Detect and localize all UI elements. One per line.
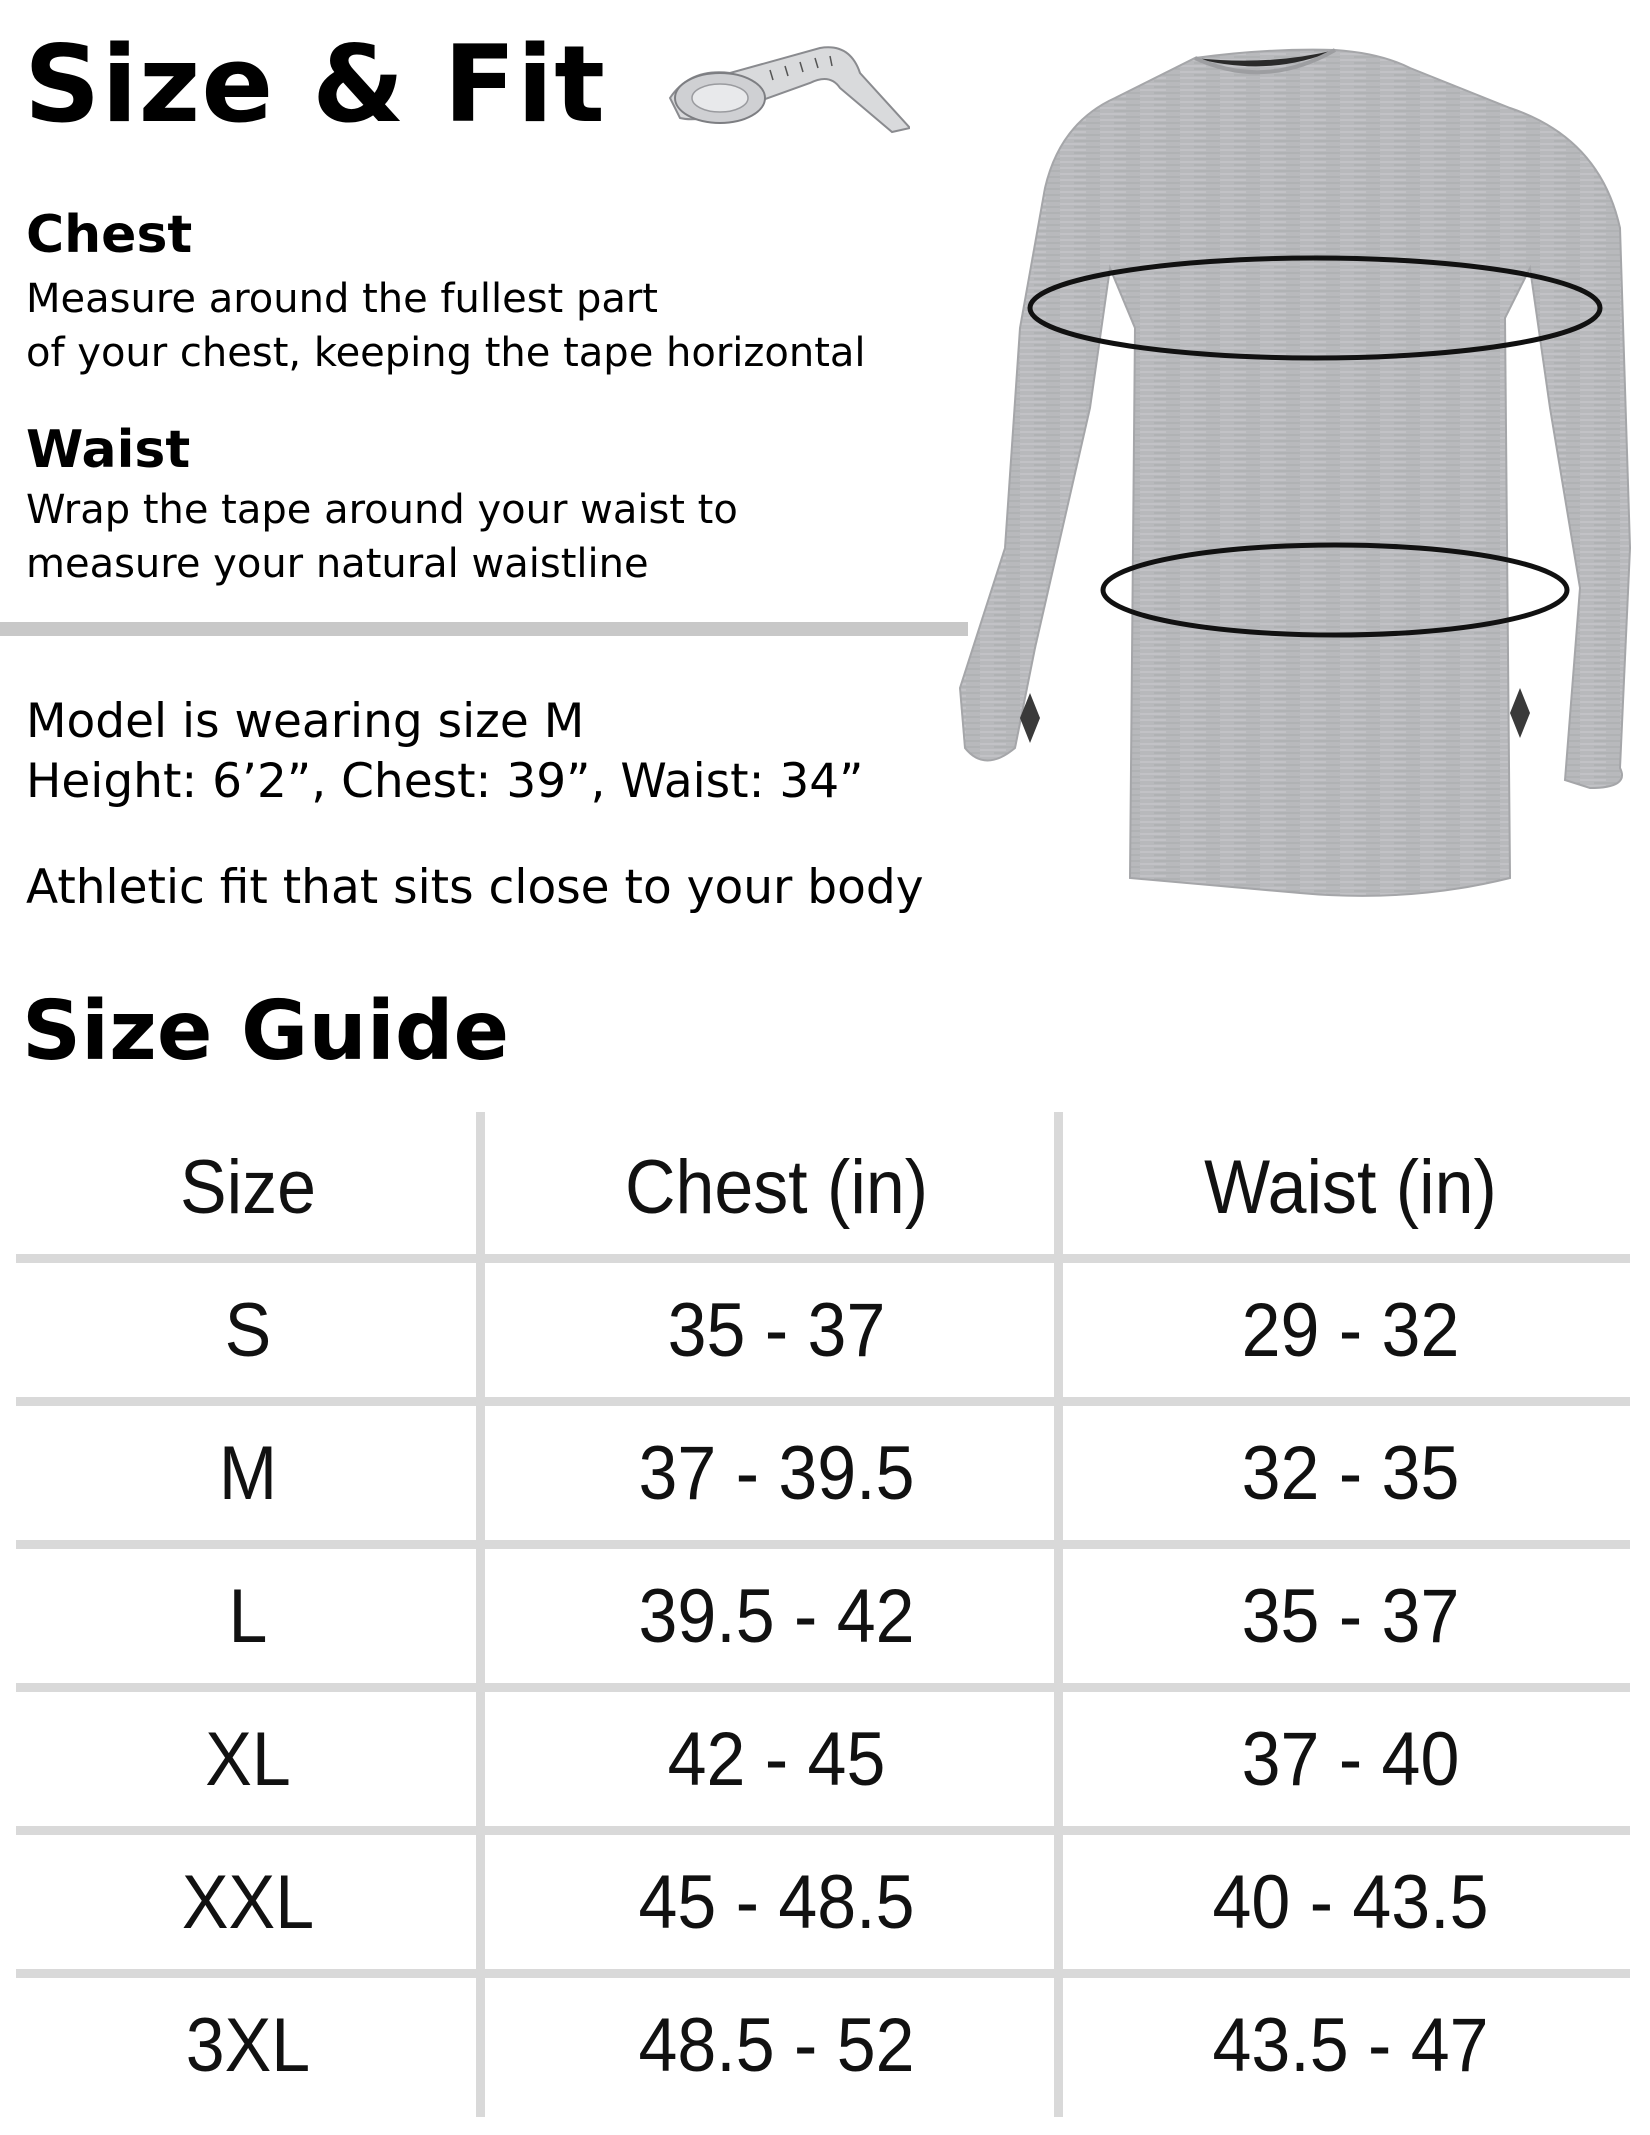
chest-cell: 45 - 48.5 <box>638 1860 915 1945</box>
model-measurements-text: Height: 6’2”, Chest: 39”, Waist: 34” <box>26 754 864 809</box>
waist-cell: 35 - 37 <box>1241 1574 1460 1659</box>
chest-cell: 35 - 37 <box>667 1288 886 1373</box>
section-divider <box>0 622 968 636</box>
table-row-divider <box>16 1540 1630 1549</box>
table-row-divider <box>16 1397 1630 1406</box>
chest-instruction-line2: of your chest, keeping the tape horizontal <box>26 330 866 376</box>
column-header-waist: Waist (in) <box>1204 1145 1497 1230</box>
chest-cell: 39.5 - 42 <box>638 1574 915 1659</box>
page-title: Size & Fit <box>24 23 606 146</box>
waist-cell: 29 - 32 <box>1241 1288 1460 1373</box>
table-row <box>16 1835 1630 1970</box>
chest-cell: 48.5 - 52 <box>638 2003 915 2088</box>
waist-cell: 32 - 35 <box>1241 1431 1460 1516</box>
size-cell: M <box>218 1431 278 1516</box>
waist-cell: 40 - 43.5 <box>1212 1860 1489 1945</box>
table-row-divider <box>16 1826 1630 1835</box>
model-size-text: Model is wearing size M <box>26 694 585 749</box>
size-cell: L <box>228 1574 268 1659</box>
waist-cell: 43.5 - 47 <box>1212 2003 1489 2088</box>
chest-cell: 42 - 45 <box>667 1717 886 1802</box>
table-row <box>16 1406 1630 1541</box>
size-cell: XXL <box>181 1860 315 1945</box>
size-cell: 3XL <box>185 2003 311 2088</box>
chest-heading: Chest <box>26 205 193 265</box>
waist-instruction-line2: measure your natural waistline <box>26 541 649 587</box>
table-row-divider <box>16 1254 1630 1263</box>
column-header-size: Size <box>179 1145 317 1230</box>
table-row <box>16 1692 1630 1827</box>
waist-cell: 37 - 40 <box>1241 1717 1460 1802</box>
table-header-row <box>16 1120 1630 1255</box>
size-cell: XL <box>205 1717 291 1802</box>
table-row-divider <box>16 1969 1630 1978</box>
chest-cell: 37 - 39.5 <box>638 1431 915 1516</box>
chest-instruction-line1: Measure around the fullest part <box>26 276 658 322</box>
size-cell: S <box>224 1288 272 1373</box>
column-header-chest: Chest (in) <box>624 1145 929 1230</box>
table-row <box>16 1549 1630 1684</box>
fit-note: Athletic fit that sits close to your body <box>26 860 924 915</box>
measuring-tape-icon <box>660 28 910 138</box>
shirt-illustration <box>940 28 1650 898</box>
table-row-divider <box>16 1683 1630 1692</box>
waist-heading: Waist <box>26 420 191 480</box>
waist-instruction-line1: Wrap the tape around your waist to <box>26 487 738 533</box>
size-guide-title: Size Guide <box>22 984 510 1079</box>
table-row <box>16 1978 1630 2113</box>
table-row <box>16 1263 1630 1398</box>
